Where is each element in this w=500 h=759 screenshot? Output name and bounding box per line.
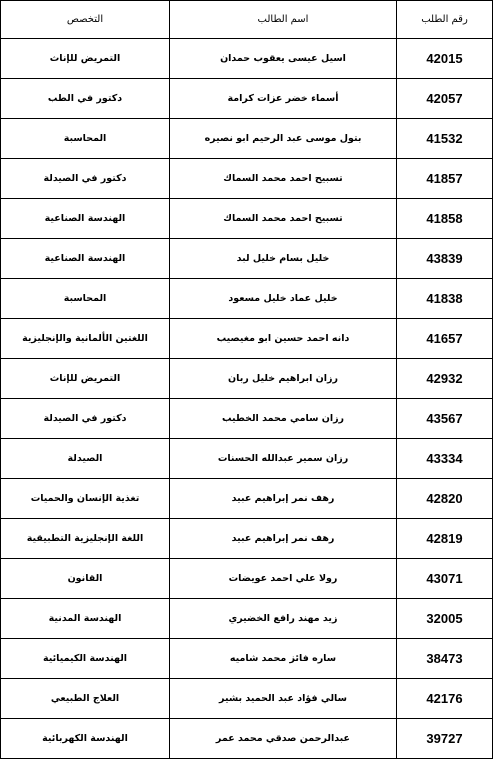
major-cell: الصيدلة: [1, 439, 170, 479]
request-number-cell: 42819: [397, 519, 493, 559]
major-cell: العلاج الطبيعي: [1, 679, 170, 719]
request-number-cell: 42015: [397, 39, 493, 79]
table-row: [1, 679, 493, 719]
table-body: [1, 39, 493, 759]
request-number-cell: 38473: [397, 639, 493, 679]
student-name-cell: رهف نمر إبراهيم عبيد: [170, 519, 397, 559]
table-row: [1, 439, 493, 479]
student-name-cell: رولا علي احمد عويضات: [170, 559, 397, 599]
table-row: [1, 399, 493, 439]
request-number-cell: 42820: [397, 479, 493, 519]
table-row: [1, 359, 493, 399]
major-cell: القانون: [1, 559, 170, 599]
table-row: [1, 719, 493, 759]
table-row: [1, 519, 493, 559]
table-row: [1, 559, 493, 599]
student-name-cell: أسماء خضر عزات كرامة: [170, 79, 397, 119]
request-number-cell: 42176: [397, 679, 493, 719]
student-name-cell: تسبيح احمد محمد السماك: [170, 199, 397, 239]
major-cell: التمريض للإناث: [1, 359, 170, 399]
table-row: [1, 279, 493, 319]
major-cell: دكتور في الطب: [1, 79, 170, 119]
request-number-cell: 43839: [397, 239, 493, 279]
table-header-row: [1, 1, 493, 39]
table-row: [1, 319, 493, 359]
request-number-cell: 42057: [397, 79, 493, 119]
major-cell: اللغة الإنجليزية التطبيقية: [1, 519, 170, 559]
table-row: [1, 479, 493, 519]
student-name-cell: رزان سامي محمد الخطيب: [170, 399, 397, 439]
table-row: [1, 239, 493, 279]
major-cell: تغذية الإنسان والحميات: [1, 479, 170, 519]
header-major: التخصص: [1, 1, 170, 39]
student-name-cell: رزان ابراهيم خليل ربان: [170, 359, 397, 399]
table-row: [1, 119, 493, 159]
major-cell: اللغتين الألمانية والإنجليزية: [1, 319, 170, 359]
request-number-cell: 42932: [397, 359, 493, 399]
student-name-cell: ساره فائز محمد شاميه: [170, 639, 397, 679]
student-name-cell: خليل عماد خليل مسعود: [170, 279, 397, 319]
request-number-cell: 43071: [397, 559, 493, 599]
table-row: [1, 199, 493, 239]
student-name-cell: عبدالرحمن صدقي محمد عمر: [170, 719, 397, 759]
table-row: [1, 39, 493, 79]
student-name-cell: رهف نمر إبراهيم عبيد: [170, 479, 397, 519]
major-cell: دكتور في الصيدلة: [1, 159, 170, 199]
request-number-cell: 41532: [397, 119, 493, 159]
student-name-cell: بتول موسى عبد الرحيم ابو نصيره: [170, 119, 397, 159]
student-name-cell: خليل بسام خليل لبد: [170, 239, 397, 279]
major-cell: دكتور في الصيدلة: [1, 399, 170, 439]
student-name-cell: زيد مهند رافع الخضيري: [170, 599, 397, 639]
student-name-cell: اسيل عيسى يعقوب حمدان: [170, 39, 397, 79]
header-student-name: اسم الطالب: [170, 1, 397, 39]
student-name-cell: سالي فؤاد عبد الحميد بشير: [170, 679, 397, 719]
table-row: [1, 599, 493, 639]
request-number-cell: 43567: [397, 399, 493, 439]
major-cell: الهندسة الكيميائية: [1, 639, 170, 679]
request-number-cell: 39727: [397, 719, 493, 759]
request-number-cell: 32005: [397, 599, 493, 639]
table-row: [1, 639, 493, 679]
table-row: [1, 79, 493, 119]
major-cell: الهندسة الكهربائية: [1, 719, 170, 759]
major-cell: الهندسة الصناعية: [1, 239, 170, 279]
major-cell: المحاسبة: [1, 119, 170, 159]
major-cell: التمريض للإناث: [1, 39, 170, 79]
request-number-cell: 41657: [397, 319, 493, 359]
request-number-cell: 41857: [397, 159, 493, 199]
request-number-cell: 43334: [397, 439, 493, 479]
header-request-number: رقم الطلب: [397, 1, 493, 39]
student-name-cell: دانه احمد حسين ابو مغيصيب: [170, 319, 397, 359]
student-name-cell: رزان سمير عبدالله الحسنات: [170, 439, 397, 479]
student-name-cell: تسبيح احمد محمد السماك: [170, 159, 397, 199]
major-cell: الهندسة المدنية: [1, 599, 170, 639]
major-cell: الهندسة الصناعية: [1, 199, 170, 239]
request-number-cell: 41838: [397, 279, 493, 319]
major-cell: المحاسبة: [1, 279, 170, 319]
table-row: [1, 159, 493, 199]
request-number-cell: 41858: [397, 199, 493, 239]
